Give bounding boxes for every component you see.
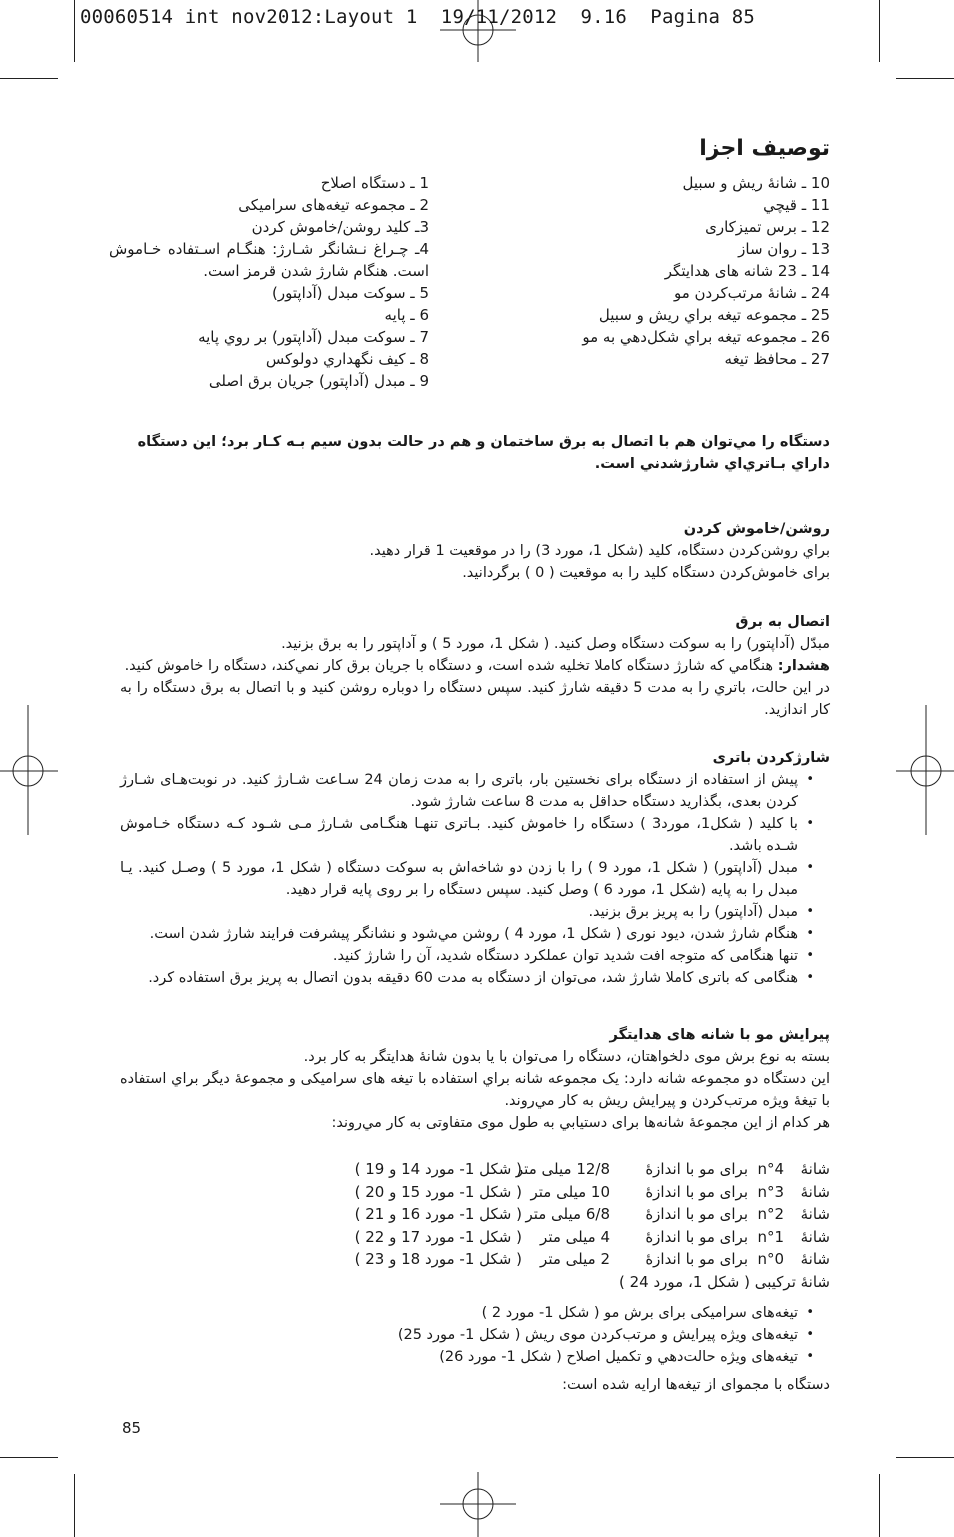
warning-text: هنگامي كه شارژ دستگاه كاملا تخليه شده است، و دستگاه با جريان برق كار نمي‌كند، دستگاه را خاموش كنيد.	[124, 658, 778, 674]
part-item: 26 ـ مجموعه تيغه براي شکل‌دهي به مو	[582, 328, 830, 346]
part-item: 11 ـ قيچي	[763, 196, 830, 214]
crop-mark	[896, 78, 954, 79]
crop-mark	[879, 0, 880, 62]
section-title: توصيف اجزا	[699, 136, 830, 161]
crop-mark	[0, 1457, 58, 1458]
part-item: 8 ـ کيف نگهداري دولوکس	[265, 350, 429, 368]
comb-row: شانۀ n°2 برای مو با اندازۀ 6/8 ميلی متر ( شكل 1- مورد 16 و 21 )	[354, 1205, 830, 1223]
charging-bullet: • تنها هنگامی كه متوجه افت شديد توان عملكرد دستگاه شديد، آن را شارژ كنيد.	[120, 945, 798, 967]
comb-row: شانۀ n°3 برای مو با اندازۀ 10 ميلی متر ( شكل 1- مورد 15 و 20 )	[354, 1182, 830, 1201]
part-item: 1 ـ دستگاه اصلاح	[320, 174, 429, 192]
part-item: 7 ـ سوکت مبدل (آداپتور) بر روي پايه	[198, 328, 429, 346]
part-item: 3ـ کليد روشن/خاموش کردن	[251, 218, 429, 236]
part-item: 5 ـ سوکت مبدل (آداپتور)	[272, 284, 429, 302]
charging-bullet: • مبدل (آداپتور) را به پريز برق بزنيد.	[120, 901, 798, 923]
part-item: 9 ـ مبدل (آداپتور) جريان برق اصلی	[208, 372, 429, 390]
styling-heading: پيرايش مو با شانه های هدايتگر	[609, 1027, 830, 1043]
charging-bullet: • هنگامی كه باتری كاملا شارژ شد، می‌توان از دستگاه به مدت 60 دقيقه بدون اتصال به پريز برق استفاده كرد.	[120, 967, 798, 989]
onoff-heading: روشن/خاموش كردن	[683, 521, 830, 537]
part-item: 24 ـ شانۀ مرتب‌کردن مو	[673, 284, 830, 302]
comb-row: شانۀ n°0 برای مو با اندازۀ 2 ميلی متر ( شكل 1- مورد 18 و 23 )	[354, 1250, 830, 1268]
power-heading: اتصال به برق	[735, 614, 830, 630]
crop-mark	[74, 1474, 75, 1537]
parts-list-left	[109, 172, 429, 392]
combs-table	[310, 1158, 830, 1293]
part-item: 25 ـ مجموعه تيغه براي ريش و سبيل	[598, 306, 830, 324]
power-line: مبدّل (آداپتور) را به سوكت دستگاه وصل كنيد. ( شكل 1، مورد 5 ) و آداپتور را به برق بزنيد.	[281, 636, 830, 652]
print-slug: 00060514 int nov2012:Layout 1 19/11/2012 9.16 Pagina 85	[80, 6, 756, 28]
charging-bullet: • پيش از استفاده از دستگاه برای نخستين بار، باتری را به مدت زمان 24 سـاعت شـارژ كنيد. در نوبت‌هـای شـارژ كردن بعدی، بگذاريد دستگاه حداقل به مدت 8 ساعت شارژ شود.	[120, 769, 798, 813]
charging-bullet: • هنگام شارژ شدن، ديود نوری ( شكل 1، مورد 4 ) روشن مي‌شود و نشانگر پيشرفت فرايند شارژ شدن است.	[120, 923, 798, 945]
warning-label: هشدار:	[777, 658, 830, 674]
part-item: 4ـ چـراغ نـشانگر شـارژ: هنگـام اسـتفاده خـاموش است. هنگام شارژ شدن قرمز است.	[109, 240, 429, 280]
intro-paragraph: دستگاه را مي‌توان هم با اتصال به برق ساختمان و هم در حالت بدون سيم بـه كـار برد؛ اين دستگاه داراي بـاتري‌اي شارژشدني است.	[137, 434, 830, 472]
styling-line: هر كدام از اين مجموعۀ شانه‌ها برای دستيابي به طول موی متفاوتی به كار مي‌روند:	[331, 1115, 830, 1131]
blades-section	[310, 1302, 830, 1396]
registration-mark-bottom	[440, 1472, 516, 1537]
page-number: 85	[122, 1419, 142, 1437]
crop-mark	[896, 1457, 954, 1458]
onoff-line: برای خاموش‌كردن دستگاه كليد را به موقعيت ( 0 ) برگردانيد.	[462, 565, 830, 581]
comb-row: شانۀ n°4 برای مو با اندازۀ 12/8 ميلی متر ( شكل 1- مورد 14 و 19 )	[354, 1160, 830, 1178]
crop-mark	[879, 1474, 880, 1537]
charging-section	[120, 747, 830, 989]
onoff-section	[120, 518, 830, 584]
charging-bullet: • با كليد ( شكل1، مورد3 ) دستگاه را خاموش كنيد. بـاتری تنهـا هنگـامی شـارژ مـی شـود كـه دستگاه خـاموش شـده باشد.	[120, 813, 798, 857]
blade-bullet: • تيغه‌های ويژه حالت‌دهي و تكميل اصلاح ( شكل 1- مورد 26)	[310, 1346, 798, 1368]
crop-mark	[74, 0, 75, 62]
part-item: 6 ـ پايه	[384, 306, 429, 324]
crop-mark	[0, 78, 58, 79]
warning-line	[120, 655, 830, 677]
power-section	[120, 611, 830, 721]
registration-mark-right	[896, 705, 954, 835]
charging-heading: شارژكردن باتری	[712, 750, 830, 766]
styling-line: بسته به نوع برش موی دلخواهتان، دستگاه را می‌توان با يا بدون شانۀ هدايتگر به كار برد.	[303, 1049, 830, 1065]
blade-bullet: • تيغه‌های سراميكی برای برش مو ( شكل 1- مورد 2 )	[310, 1302, 798, 1324]
blades-intro: دستگاه با مجموای از تيغه‌ها ارايه شده است:	[562, 1377, 830, 1393]
combo-comb-line: شانۀ تركيبی ( شكل 1، مورد 24 )	[619, 1272, 830, 1291]
blade-bullet: • تيغه‌های ويژه پيرايش و مرتب‌كردن موی ريش ( شكل 1- مورد 25)	[310, 1324, 798, 1346]
power-line: در اين حالت، باتري را به مدت 5 دقيقه شارژ كنيد. سپس دستگاه را دوباره روشن كنيد و با اتصال به برق دستگاه را به كار اندازيد.	[120, 680, 830, 718]
part-item: 10 ـ شانۀ ريش و سبيل	[682, 174, 830, 192]
parts-list-right	[500, 172, 830, 370]
charging-bullet: • مبدل (آداپتور) ( شكل 1، مورد 9 ) را با زدن دو شاخه‌اش به سوكت دستگاه ( شكل 1، مورد 5 ) وصـل كنيد. يـا مبدل را به پايه (شكل 1، مورد 6 ) وصل كنيد. سپس دستگاه را بر روی پايه قرار دهيد.	[120, 857, 798, 901]
styling-section	[120, 1024, 830, 1134]
comb-row: شانۀ n°1 برای مو با اندازۀ 4 ميلی متر ( شكل 1- مورد 17 و 22 )	[354, 1227, 830, 1246]
part-item: 27 ـ محافظ تيغه	[724, 350, 830, 368]
registration-mark-left	[0, 705, 58, 835]
part-item: 13 ـ روان ساز	[738, 240, 830, 258]
part-item: 12 ـ برس تميزكاری	[705, 218, 830, 236]
part-item: 2 ـ مجموعه تيغه‌های سرامیکی	[238, 196, 429, 214]
onoff-line: براي روشن‌كردن دستگاه، كليد (شكل 1، مورد 3) را در موقعيت 1 قرار دهيد.	[369, 543, 830, 559]
part-item: 14 ـ 23 شانه های هدایتگر	[664, 262, 830, 280]
styling-line: اين دستگاه دو مجموعه شانه دارد: يک مجموعه شانه براي استفاده با تيغه های سراميكی و مجموعۀ ديگر براي استفاده با تيغۀ ويژه مرتب‌كردن و پيرايش ريش به كار مي‌روند.	[120, 1071, 830, 1109]
